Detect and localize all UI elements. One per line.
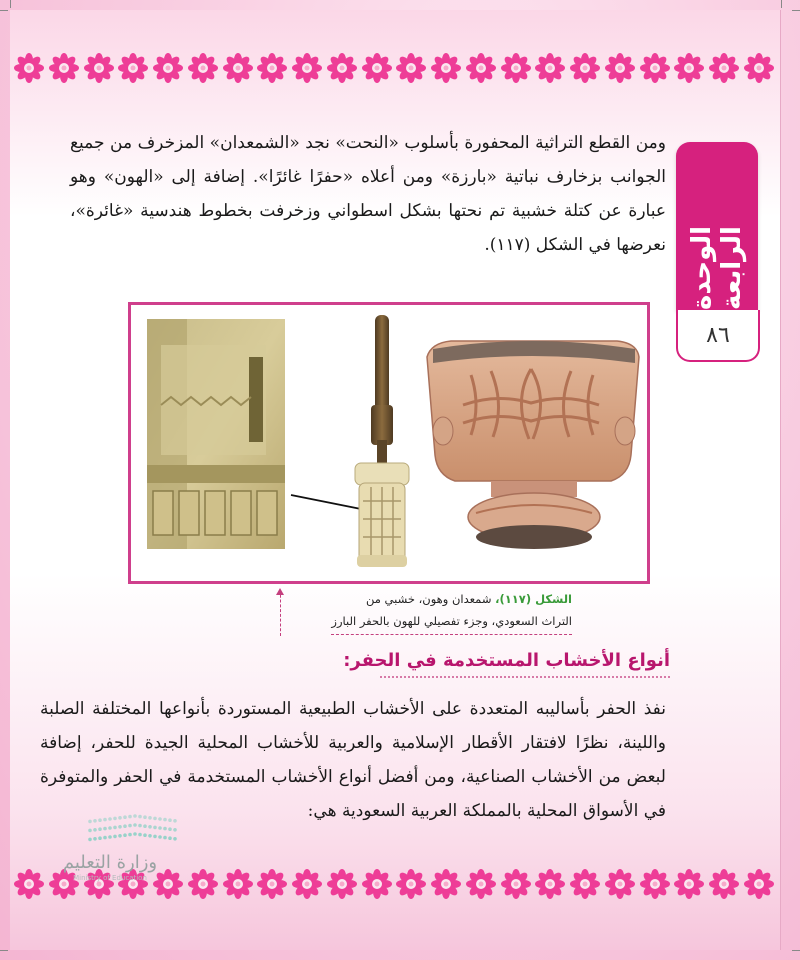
flower-icon — [292, 869, 322, 899]
flower-icon — [535, 869, 565, 899]
ministry-logo — [30, 808, 200, 888]
flower-icon — [153, 53, 183, 83]
flower-icon — [466, 53, 496, 83]
flower-icon — [49, 53, 79, 83]
detail-pointer-line — [291, 495, 366, 510]
flower-icon — [570, 53, 600, 83]
flower-icon — [327, 53, 357, 83]
unit-title: الوحدة الرابعة — [687, 225, 747, 310]
flower-icon — [431, 869, 461, 899]
flower-icon — [362, 869, 392, 899]
page-number: ٨٦ — [676, 310, 760, 362]
section-heading: أنواع الأخشاب المستخدمة في الحفر: — [343, 650, 670, 671]
flower-icon — [223, 53, 253, 83]
flower-icon — [501, 53, 531, 83]
flower-icon — [535, 53, 565, 83]
flower-icon — [709, 869, 739, 899]
figure-117 — [128, 302, 650, 584]
ministry-subtitle: Ministry of Education — [73, 874, 147, 882]
crop-mark — [781, 0, 782, 8]
paragraph-intro: ومن القطع التراثية المحفورة بأسلوب «النحت» نجد «الشمعدان» المزخرف من جميع الجوانب بزخارف نباتية «بارزة» ومن أعلاه «حفرًا غائرًا». إضافة إلى «الهون» وهو عبارة عن كتلة خشبية تم نحتها بشكل اسطواني وزخرفت بخطوط هندسية «غائرة»، نعرضها في الشكل (١١٧). — [70, 133, 666, 255]
flower-icon — [640, 869, 670, 899]
crop-mark — [792, 950, 800, 951]
paragraph-wood-types: نفذ الحفر بأساليبه المتعددة على الأخشاب الطبيعية المستوردة بأنواعها المختلفة الصلبة واللينة، نظرًا لافتقار الأقطار الإسلامية والعربية للأخشاب المحلية الجيدة للحفر، إضافة لبعض من الأخشاب الصناعية، ومن أفضل أنواع الأخشاب المستخدمة في الحفر والمتوفرة في الأسواق المحلية بالمملكة العربية السعودية هي: — [40, 699, 667, 821]
caption-text-2: التراث السعودي، وجزء تفصيلي للهون بالحفر البارز — [331, 610, 572, 635]
heading-underline — [380, 676, 670, 678]
crop-mark — [10, 0, 11, 8]
caption-text-1: شمعدان وهون، خشبي من — [365, 592, 492, 606]
flower-icon — [188, 53, 218, 83]
unit-side-tab — [676, 142, 758, 310]
flower-icon — [709, 53, 739, 83]
flower-icon — [396, 53, 426, 83]
flower-icon — [257, 53, 287, 83]
ministry-name: وزارة التعليم — [62, 852, 158, 873]
caption-label: الشكل (١١٧)، — [495, 592, 572, 606]
flower-icon — [14, 53, 44, 83]
flower-icon — [292, 53, 322, 83]
flower-icon — [605, 869, 635, 899]
flower-icon — [84, 53, 114, 83]
flower-icon — [223, 869, 253, 899]
flower-icon — [674, 869, 704, 899]
flower-icon — [327, 869, 357, 899]
crop-mark — [0, 950, 8, 951]
carved-candle-holder — [427, 341, 639, 549]
caption-first-line — [270, 588, 572, 610]
flower-icon — [640, 53, 670, 83]
flower-border-top — [14, 50, 774, 86]
flower-icon — [501, 869, 531, 899]
flower-icon — [431, 53, 461, 83]
crop-mark — [792, 10, 800, 11]
flower-icon — [570, 869, 600, 899]
figure-illustration — [131, 305, 647, 581]
mortar-detail-photo — [147, 319, 285, 549]
figure-caption — [270, 588, 572, 638]
flower-icon — [466, 869, 496, 899]
flower-icon — [118, 53, 148, 83]
crop-mark — [0, 10, 8, 11]
flower-icon — [674, 53, 704, 83]
flower-icon — [257, 869, 287, 899]
flower-icon — [396, 869, 426, 899]
flower-icon — [744, 869, 774, 899]
flower-icon — [605, 53, 635, 83]
flower-icon — [744, 53, 774, 83]
mortar-and-pestle — [355, 315, 409, 567]
flower-icon — [362, 53, 392, 83]
ministry-dots-icon — [30, 808, 190, 852]
